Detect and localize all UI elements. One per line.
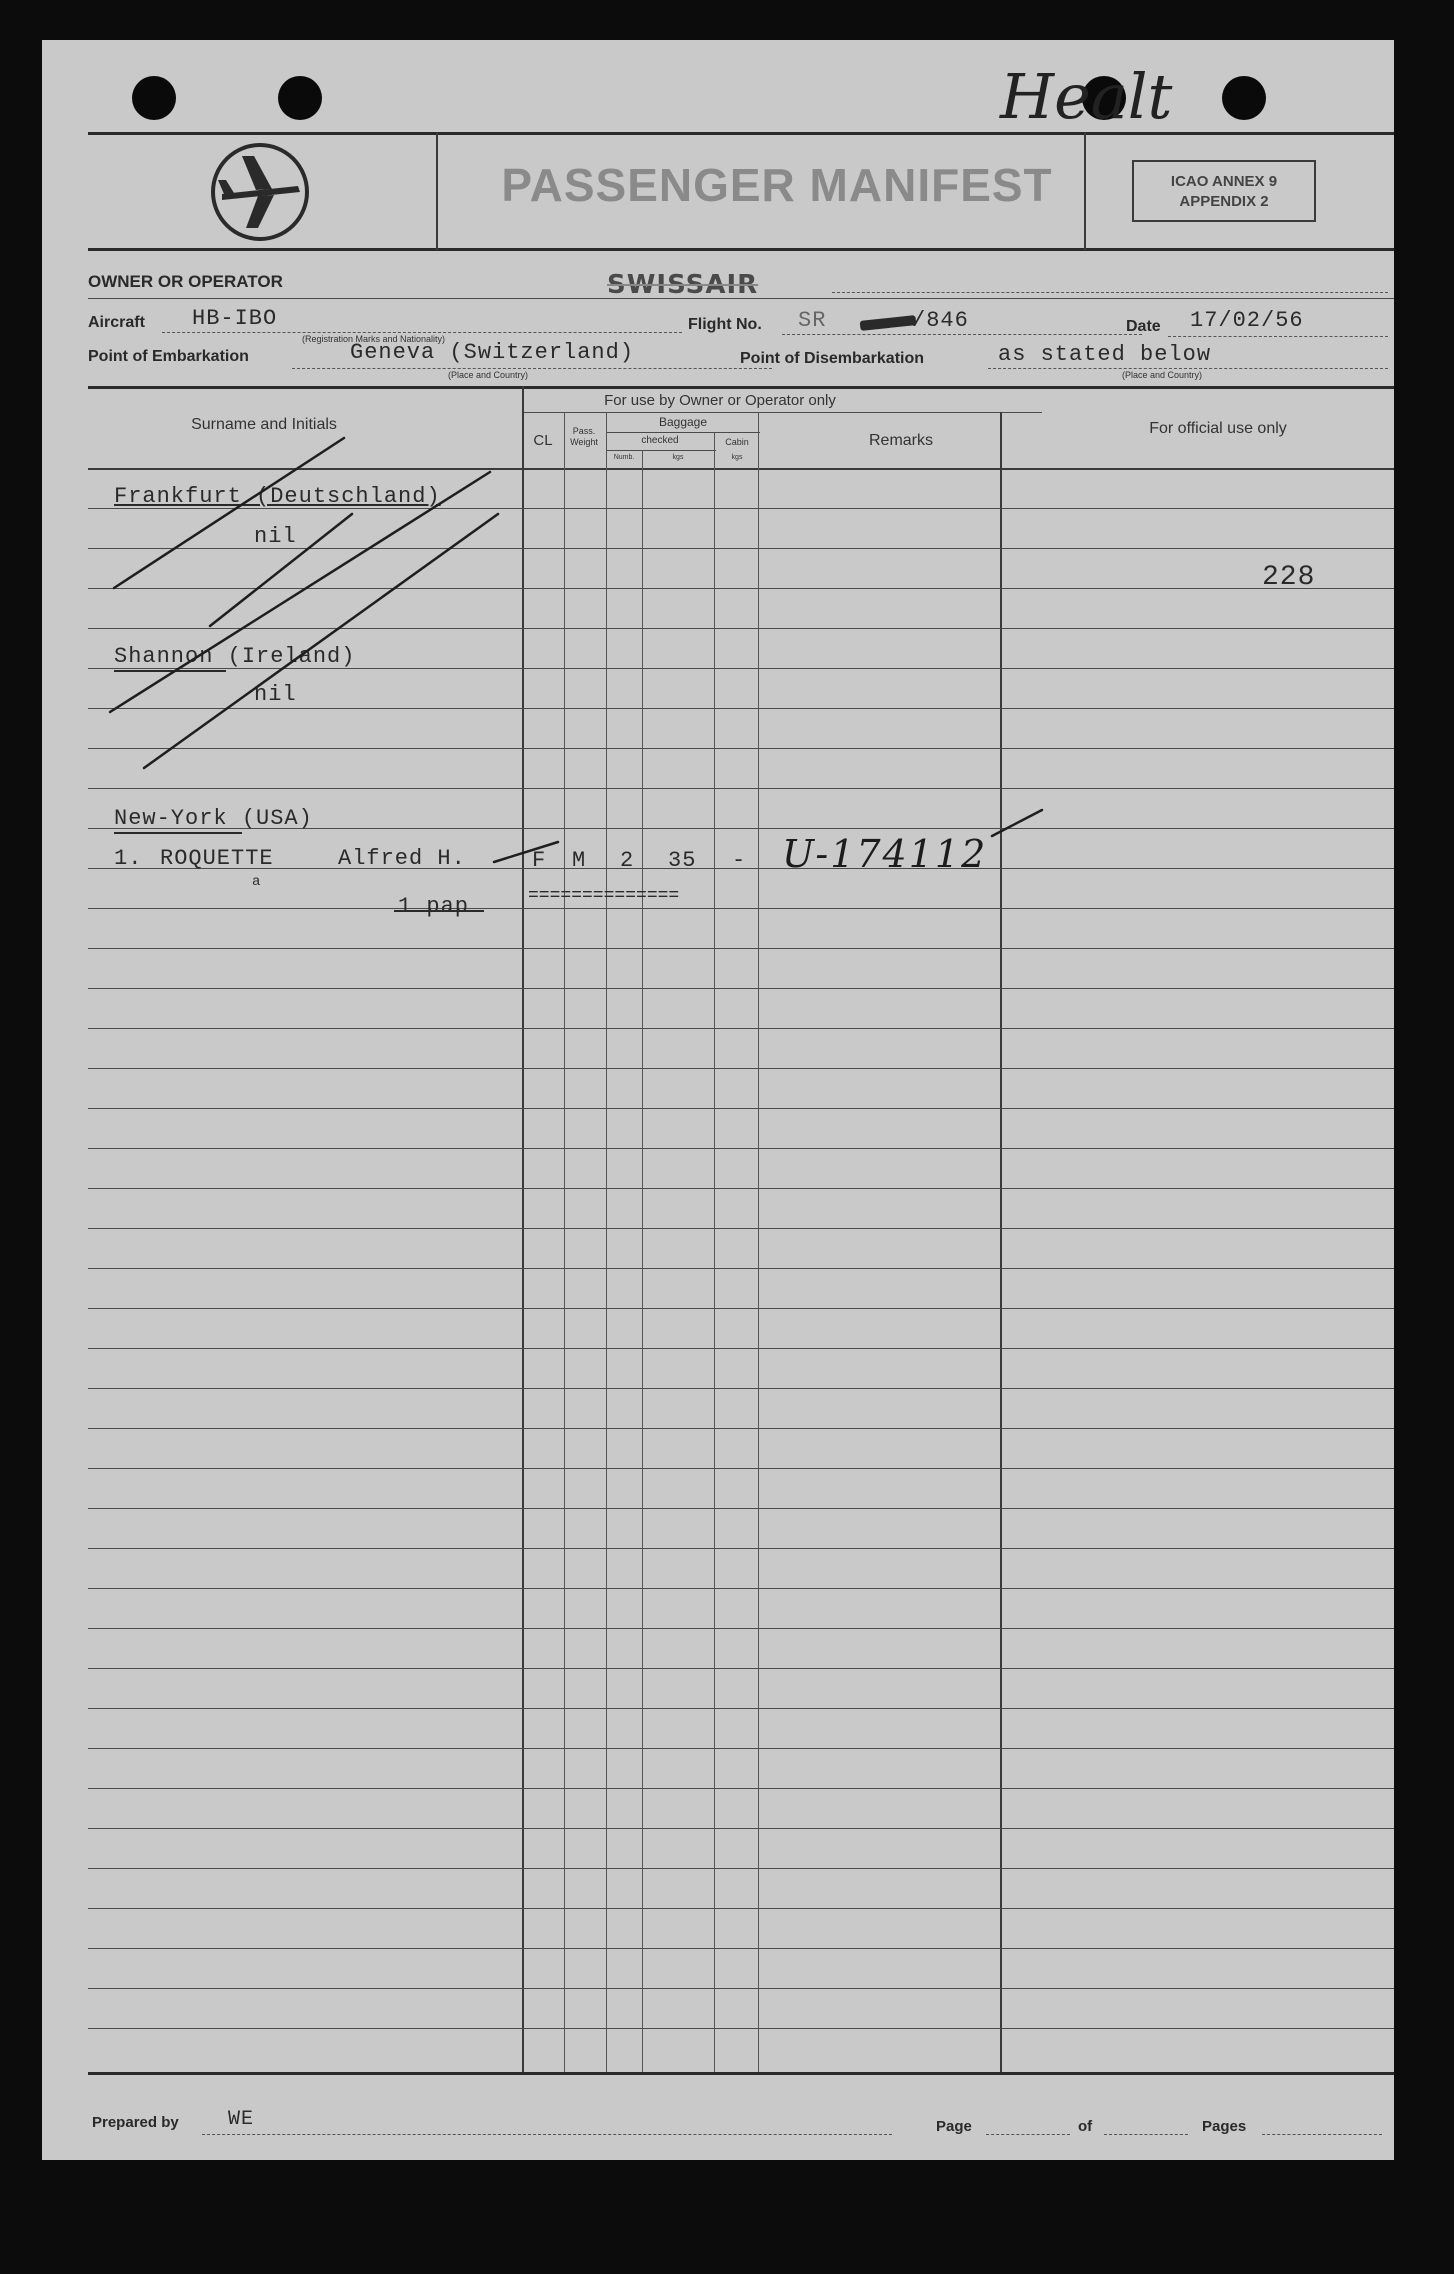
shannon-nil: nil	[254, 682, 297, 707]
handwritten-annotation: Healt	[1000, 60, 1173, 133]
remarks-handwritten: U-174112	[782, 832, 988, 876]
flight-number: /846	[912, 308, 969, 333]
owner-use-header: For use by Owner or Operator only	[604, 392, 836, 409]
cabin-kgs-header: kgs	[731, 454, 743, 461]
passenger-number: 1.	[114, 846, 143, 871]
remarks-header: Remarks	[868, 432, 933, 449]
place-country-note-2: (Place and Country)	[1122, 370, 1203, 380]
flight-prefix: SR	[798, 308, 827, 333]
equals-rule: ==============	[528, 886, 680, 906]
cabin-value: -	[732, 848, 747, 873]
owner-label: OWNER OR OPERATOR	[88, 272, 283, 291]
class-value: F	[532, 848, 547, 873]
registration-note: (Registration Marks and Nationality)	[302, 334, 446, 344]
checked-header: checked	[641, 435, 679, 446]
icao-annex: ICAO ANNEX 9	[1170, 173, 1278, 190]
aircraft-label: Aircraft	[88, 314, 145, 331]
embarkation-label: Point of Embarkation	[88, 348, 249, 365]
prepared-by-label: Prepared by	[92, 2114, 179, 2131]
prepared-by-value: WE	[228, 2108, 255, 2131]
official-use-header: For official use only	[1149, 420, 1287, 437]
kgs-header: kgs	[672, 454, 684, 461]
disembarkation-label: Point of Disembarkation	[740, 350, 925, 367]
date-value: 17/02/56	[1190, 308, 1304, 333]
flight-label: Flight No.	[688, 316, 762, 333]
embarkation-value: Geneva (Switzerland)	[350, 340, 635, 365]
bag-number-value: 2	[620, 848, 635, 873]
place-country-note: (Place and Country)	[448, 370, 529, 380]
icao-appendix: APPENDIX 2	[1179, 193, 1269, 210]
of-label: of	[1078, 2118, 1093, 2135]
aircraft-value: HB-IBO	[192, 306, 278, 331]
frankfurt-nil: nil	[254, 524, 297, 549]
stop-newyork: New-York (USA)	[114, 806, 313, 831]
passenger-surname: ROQUETTE	[160, 846, 274, 871]
pass-weight-value: M	[572, 848, 587, 873]
pass-weight-header: Pass. Weight	[570, 426, 598, 447]
form-title: PASSENGER MANIFEST	[501, 159, 1053, 211]
bag-kgs-value: 35	[668, 848, 697, 873]
date-label: Date	[1126, 318, 1161, 335]
baggage-header: Baggage	[658, 415, 708, 429]
surname-header: Surname and Initials	[191, 416, 337, 433]
stop-shannon: Shannon (Ireland)	[114, 644, 356, 669]
numb-header: Numb.	[613, 454, 635, 461]
passenger-given-name: Alfred H.	[338, 846, 466, 871]
disembarkation-value: as stated below	[998, 342, 1212, 367]
pages-label: Pages	[1202, 2118, 1247, 2135]
strike-through-marks	[42, 40, 1394, 2160]
page-label: Page	[936, 2118, 972, 2135]
passenger-mark: a	[252, 874, 262, 890]
manifest-sheet	[42, 40, 1394, 2160]
baggage-note: 1 pap	[398, 894, 470, 919]
cl-header: CL	[533, 432, 553, 449]
stop-frankfurt: Frankfurt (Deutschland)	[114, 484, 441, 509]
official-number: 228	[1262, 562, 1316, 593]
operator-stamp: SWISSAIR	[607, 270, 759, 300]
cabin-header: Cabin	[725, 437, 749, 447]
